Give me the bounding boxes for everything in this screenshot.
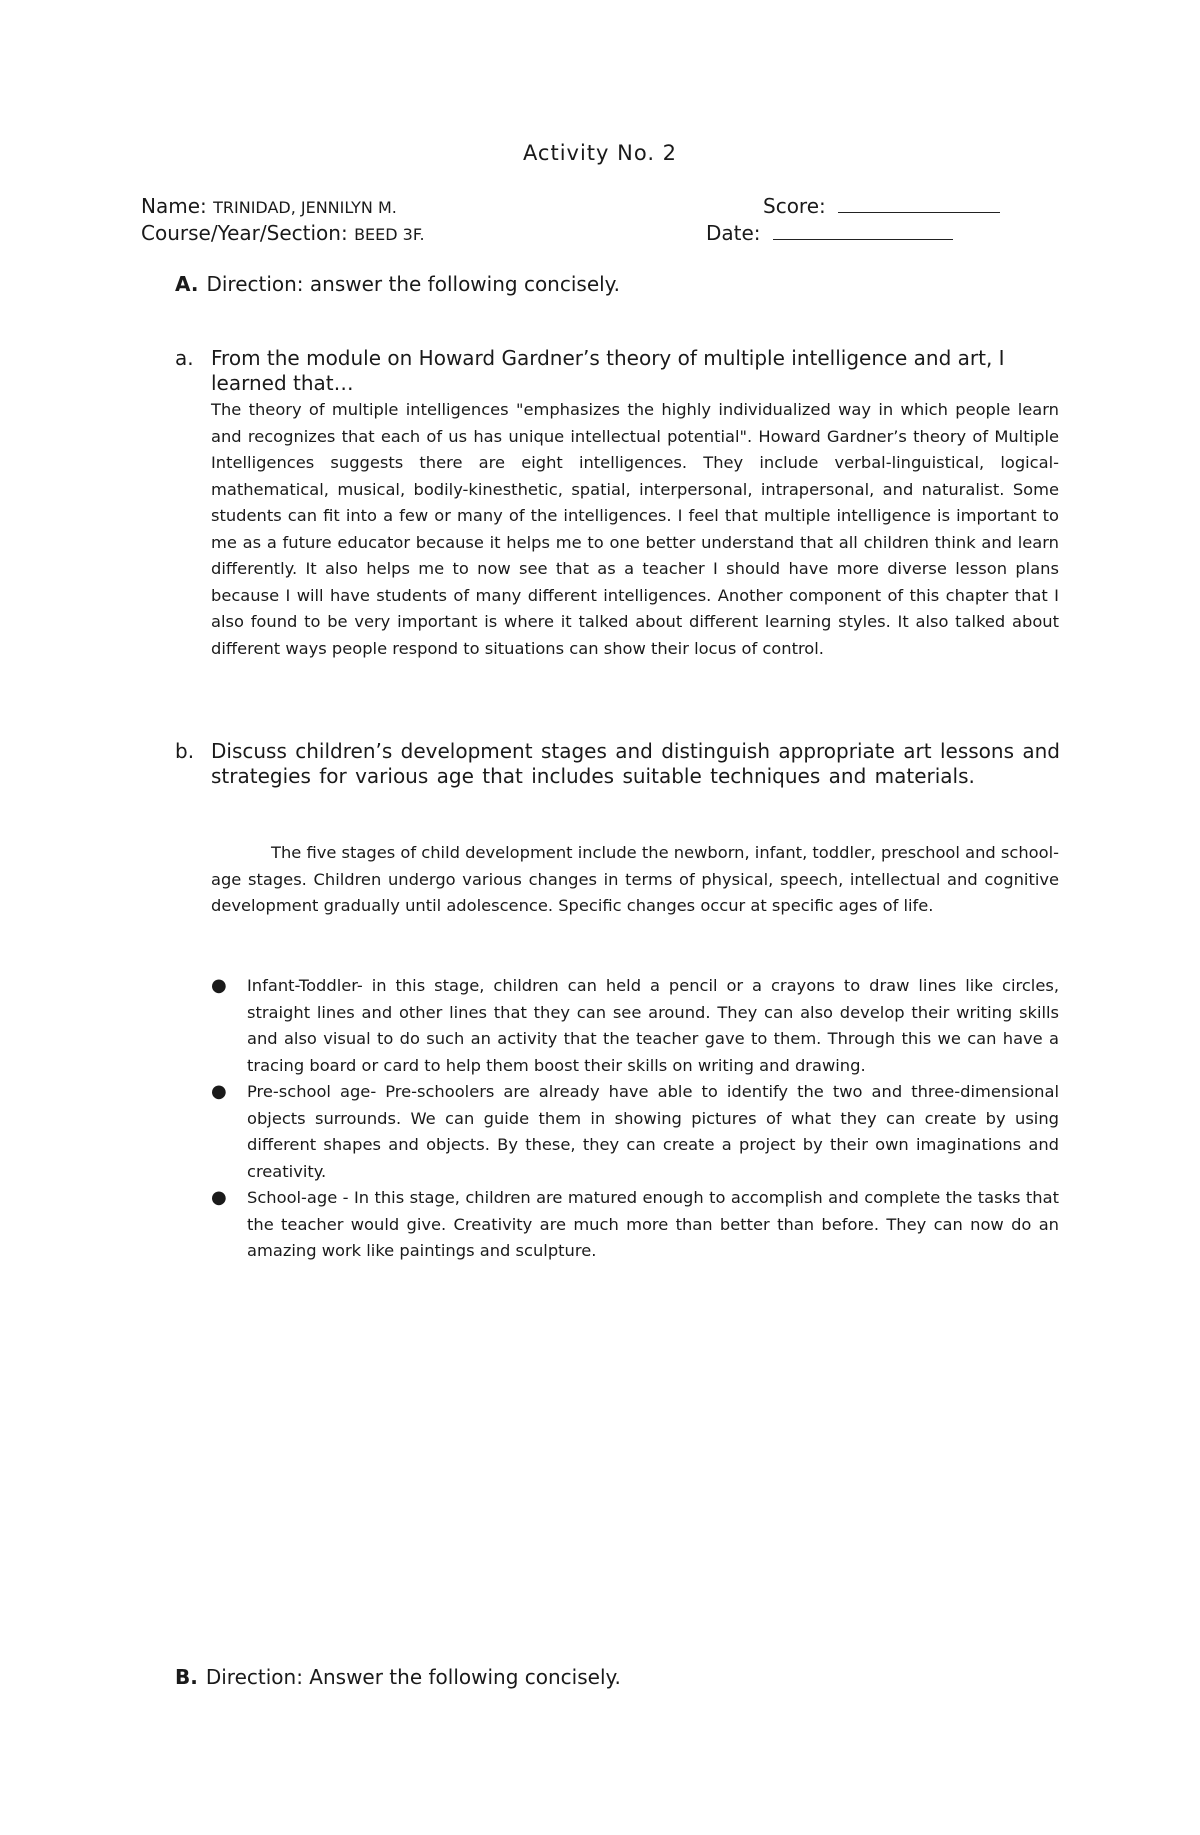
score-label: Score: (763, 194, 826, 218)
name-label: Name: (141, 194, 207, 218)
section-b-text: Direction: Answer the following concisely. (205, 1665, 621, 1689)
date-label: Date: (706, 221, 761, 245)
list-item (211, 1185, 1059, 1265)
bullet-icon: ● (211, 1187, 227, 1208)
list-item-text: Pre-school age- Pre-schoolers are already have able to identify the two and three-dimensional objects surrounds. We can guide them in showing pictures of what they can create by using different shapes and objects. By these, they can create a project by their own imaginations and creativity. (247, 1082, 1059, 1181)
question-b (175, 739, 1060, 789)
stage-list (211, 973, 1059, 1265)
list-item-text: School-age - In this stage, children are matured enough to accomplish and complete the tasks that the teacher would give. Creativity are much more than better than before. They can now do an amazing work like paintings and sculpture. (247, 1188, 1059, 1260)
course-line (141, 221, 425, 245)
course-value: BEED 3F. (354, 225, 425, 244)
date-line (706, 221, 953, 245)
bullet-icon: ● (211, 1081, 227, 1102)
question-a-answer: The theory of multiple intelligences "emphasizes the highly individualized way in which people learn and recognizes that each of us has unique intellectual potential". Howard Gardner’s theory of Multiple Intelligences suggests there are eight intelligences. They include verbal-linguistical, logical-mathematical, musical, bodily-kinesthetic, spatial, interpersonal, intrapersonal, and naturalist. Some students can fit into a few or many of the intelligences. I feel that multiple intelligence is important to me as a future educator because it helps me to one better understand that all children think and learn differently. It also helps me to now see that as a teacher I should have more diverse lesson plans because I will have students of many different intelligences. Another component of this chapter that I also found to be very important is where it talked about different learning styles. It also talked about different ways people respond to situations can show their locus of control. (211, 400, 1059, 658)
score-blank (838, 194, 1000, 213)
score-line (763, 194, 1000, 218)
section-a-direction (175, 272, 620, 296)
course-label: Course/Year/Section: (141, 221, 348, 245)
page-title: Activity No. 2 (522, 141, 678, 165)
question-b-prompt: Discuss children’s development stages and distinguish appropriate art lessons and strategies for various age that includes suitable techniques and materials. (211, 739, 1060, 788)
list-item-text: Infant-Toddler- in this stage, children can held a pencil or a crayons to draw lines like circles, straight lines and other lines that they can see around. They can also develop their writing skills and also visual to do such an activity that the teacher gave to them. Through this we can have a tracing board or card to help them boost their skills on writing and drawing. (247, 976, 1059, 1075)
bullet-icon: ● (211, 975, 227, 996)
question-a-marker: a. (175, 346, 194, 370)
date-blank (773, 221, 953, 240)
question-b-marker: b. (175, 739, 195, 763)
name-value: TRINIDAD, JENNILYN M. (213, 198, 397, 217)
list-item (211, 973, 1059, 1079)
section-a-marker: A. (175, 272, 199, 296)
section-b-direction (175, 1665, 621, 1689)
section-a-text: Direction: answer the following concisely. (206, 272, 621, 296)
section-b-marker: B. (175, 1665, 198, 1689)
name-line (141, 194, 397, 218)
question-a-prompt: From the module on Howard Gardner’s theory of multiple intelligence and art, I learned that… (211, 346, 1005, 395)
question-b-intro: The five stages of child development include the newborn, infant, toddler, preschool and school-age stages. Children undergo various changes in terms of physical, speech, intellectual and cognitive development gradually until adolescence. Specific changes occur at specific ages of life. (211, 843, 1059, 915)
list-item (211, 1079, 1059, 1185)
question-a (175, 346, 1060, 396)
